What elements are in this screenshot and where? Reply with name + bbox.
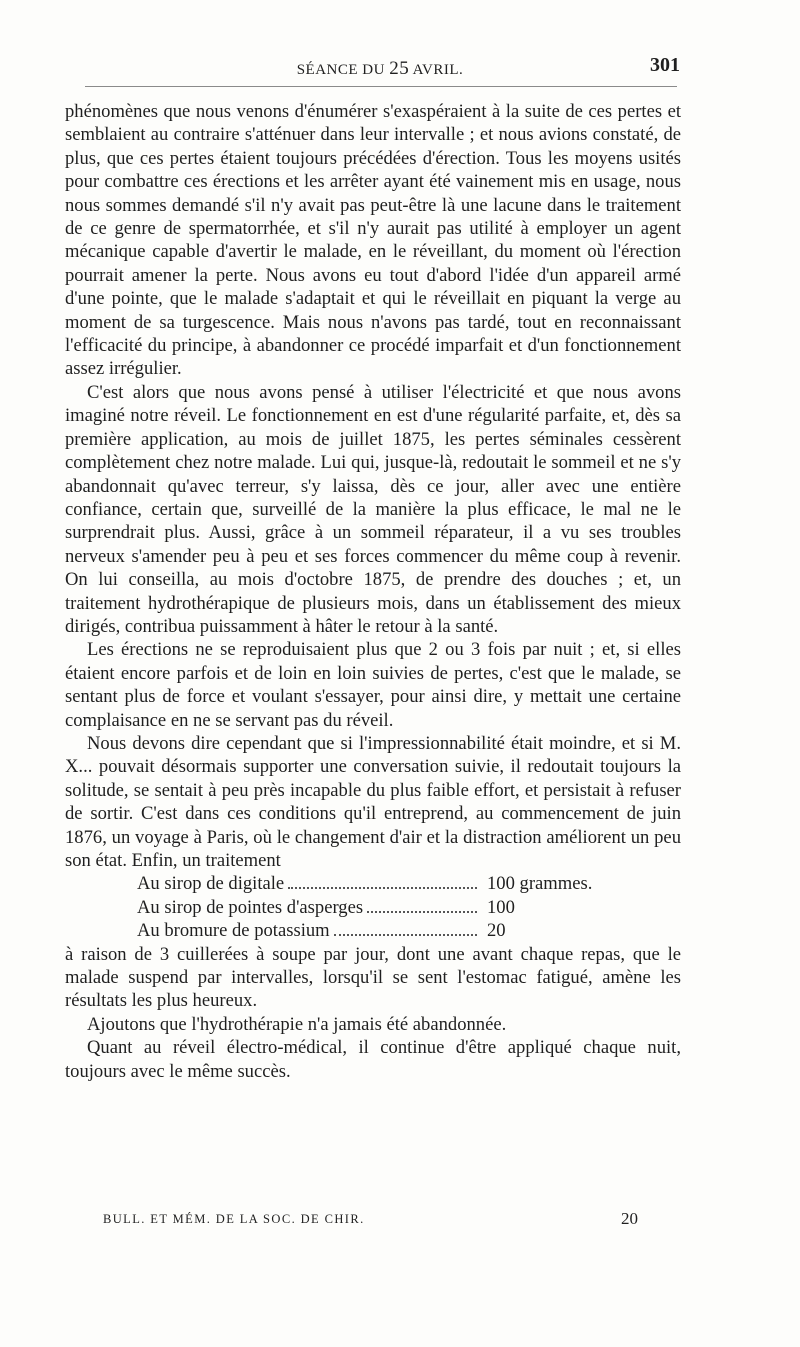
paragraph: Nous devons dire cependant que si l'impressionnabilité était moindre, et si M. X... pouvait désormais supporter une conversation suivie, il redoutait toujours la solitude, se sentait à peu près incapable du plus faible effort, et persistait à refuser de sortir. C'est dans ces conditions qu'il entreprend, au commencement de juin 1876, un voyage à Paris, où le changement d'air et la distraction améliorent un peu son état. Enfin, un traitement [65, 732, 681, 871]
paragraph: C'est alors que nous avons pensé à utiliser l'électricité et que nous avons imaginé notre réveil. Le fonctionnement en est d'une régularité parfaite, et, dès sa première application, au mois de juillet 1875, les pertes séminales cessèrent complètement chez notre malade. Lui qui, jusque-là, redoutait le sommeil et ne s'y abandonnait qu'avec terreur, s'y laissa, dès ce jour, aller avec une entière confiance, certain que, surveillé de la manière la plus efficace, le mal ne le surprendrait plus. Aussi, grâce à un sommeil réparateur, il a vu ses troubles nerveux s'amender peu à peu et ses forces commencer du même coup à revenir. On lui conseilla, au mois d'octobre 1875, de prendre des douches ; et, un traitement hydrothérapique de plusieurs mois, dans un établissement des mieux dirigés, contribua puissamment à hâter le retour à la santé. [65, 381, 681, 637]
running-title-month: AVRIL. [412, 62, 464, 78]
journal-title: BULL. ET MÉM. DE LA SOC. DE CHIR. [103, 1212, 365, 1226]
paragraph: Quant au réveil électro-médical, il continue d'être appliqué chaque nuit, toujours avec le même succès. [65, 1037, 681, 1082]
paragraph-continued: phénomènes que nous venons d'énumérer s'exaspéraient à la suite de ces pertes et semblaient au contraire s'atténuer dans leur intervalle ; et nous avions constaté, de plus, que ces pertes étaient toujours précédées d'érection. Tous les moyens usités pour combattre ces érections et les arrêter ayant été vainement mis en usage, nous nous sommes demandé s'il n'y avait pas peut-être là une lacune dans le traitement de ce genre de spermatorrhée, et s'il n'y aurait pas utilité à employer un agent mécanique capable d'avertir le malade, en le réveillant, du moment où l'érection pourrait amener la perte. Nous avons eu tout d'abord l'idée d'un appareil armé d'une pointe, que le malade s'adaptait et qui le réveillait en piquant la verge au moment de sa turgescence. Mais nous n'avons pas tardé, tout en reconnaissant l'efficacité du principe, à abandonner ce procédé imparfait et d'un fonctionnement assez irrégulier. [65, 101, 681, 380]
prescription-list [137, 872, 607, 942]
running-head [80, 52, 680, 82]
signature-mark: 20 [621, 1209, 638, 1228]
paragraph: Les érections ne se reproduisaient plus que 2 ou 3 fois par nuit ; et, si elles étaient encore parfois et de loin en loin suivies de pertes, c'est que le malade, se sentant plus de force et voulant s'essayer, pour ainsi dire, y mettait une certaine complaisance en ne se servant pas du réveil. [65, 639, 681, 731]
prescription-item [137, 896, 607, 919]
body-text [65, 100, 681, 1083]
prescription-ingredient: Au sirop de pointes d'asperges [137, 896, 364, 918]
prescription-quantity: 100 [487, 896, 515, 918]
header-rule [85, 86, 677, 87]
paragraph-continued: à raison de 3 cuillerées à soupe par jour, dont une avant chaque repas, que le malade suspend par intervalles, lorsqu'il se sent l'estomac fatigué, amène les résultats les plus heureux. [65, 943, 681, 1012]
prescription-ingredient: Au bromure de potassium [137, 920, 330, 942]
page-number: 301 [650, 54, 680, 76]
running-title-prefix: SÉANCE DU [296, 62, 385, 78]
dot-leader [367, 911, 477, 913]
paragraph: Ajoutons que l'hydrothérapie n'a jamais été abandonnée. [87, 1013, 507, 1035]
prescription-item [137, 919, 607, 942]
prescription-quantity: 100 grammes. [487, 873, 593, 895]
page-footer [103, 1209, 638, 1234]
prescription-quantity: 20 [487, 920, 506, 942]
prescription-item [137, 872, 607, 895]
running-title [80, 58, 680, 80]
dot-leader [334, 934, 477, 936]
running-title-day: 25 [389, 58, 410, 79]
prescription-ingredient: Au sirop de digitale [137, 873, 285, 895]
dot-leader [288, 887, 477, 889]
